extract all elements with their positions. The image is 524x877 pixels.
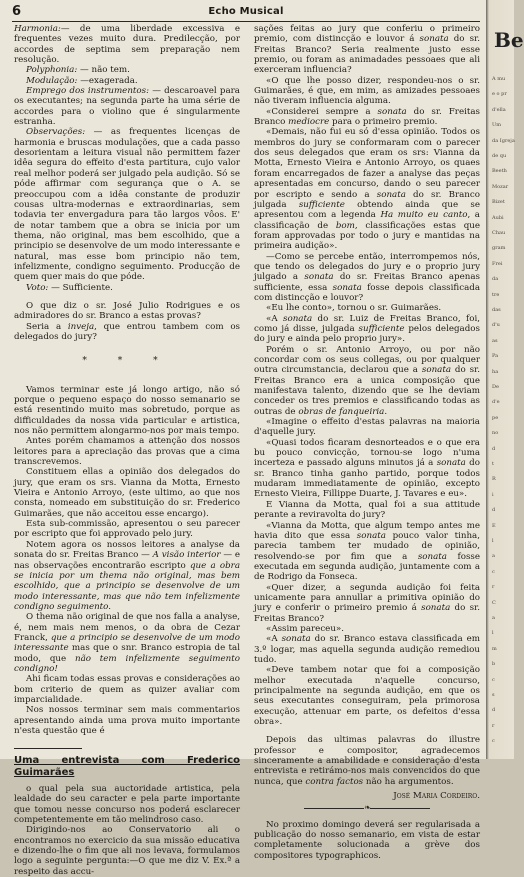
edge-text-fragment: t [492, 461, 495, 467]
edge-text-fragment: i [492, 491, 494, 498]
paragraph: Notem agora os nossos leitores a analyse da sonata do sr. Freitas Branco — A visão interior — e nas observações encontrarão escripto que a obra se inicia por um thema não original, mas bem escolhido, que a principio se desenvolve de um modo interessante, mas que não tem infelizmente condigno seguimento. [14, 539, 240, 612]
edge-text-fragment: De [492, 384, 499, 390]
paragraph: O thema não original de que nos falla a analyse, é, nem mais nem menos, o da obra de Cezar Franck, que a principio se desenvolve de um modo interessante mas que o snr. Branco estropia de tal modo, que não tem infelizmente seguimento condigno! [14, 612, 241, 674]
section-heading [14, 748, 240, 778]
paragraph: Modulação: —exagerada. [26, 75, 138, 86]
edge-text-fragment: pe [492, 414, 499, 421]
edge-text-fragment: das [492, 307, 501, 313]
page-number: 6 [12, 4, 22, 19]
edge-text-fragment: d [492, 445, 496, 452]
edge-text-fragment: l [492, 538, 494, 544]
paragraph: «Considerei sempre a sonata do sr. Freitas Branco mediocre para o primeiro premio. [254, 106, 480, 128]
section-heading-text: Uma entrevista com Frederico Guimarães [14, 755, 240, 778]
paragraph: O que diz o sr. José Julio Rodrigues e os admiradores do sr. Branco a estas provas? [14, 300, 240, 322]
paragraph: Seria a inveja, que entrou tambem com os delegados do jury? [14, 321, 241, 342]
paragraph: Esta sub-commissão, apresentou o seu parecer por escripto que foi approvado pelo jury. [14, 519, 240, 540]
edge-text-fragment: Um [492, 122, 501, 129]
edge-text-fragment: Pa [492, 353, 499, 360]
edge-text-fragment: r [492, 584, 495, 591]
paragraph: o qual pela sua auctoridade artistica, pela lealdade do seu caracter e pela parte importante que tomou nesse concurso nos poderá esclarecer competentemente em tão melindroso caso. [14, 784, 240, 826]
paragraph: Polyphonia: — não tem. [26, 65, 130, 76]
paragraph: «Quasi todos ficaram desnorteados e o que era bu pouco convicção, tornou-se logo n'uma incerteza e passado alguns minutos já a sonata do sr. Branco tinha ganho partido, porque todos mudaram immediatamente de opinião, excepto Ernesto Vieira, Fillippe Duarte, J. Tavares e eu». [254, 437, 480, 500]
paragraph: «Deve tambem notar que foi a composição melhor executada n'aquelle concurso, principalmente na segunda audição, em que os seus executantes conseguiram, pela primorosa execução, attenuar em parte, os defeitos d'essa obra». [254, 665, 480, 728]
edge-text-fragment: da [492, 276, 499, 283]
paragraph: Emprego dos instrumentos: — descaroavel para os executantes; na segunda parte ha uma série de accordes para o violino que é singularmente estranha. [14, 86, 240, 128]
edge-text-fragment: d'u [492, 322, 500, 329]
paragraph: «Quer dizer, a segunda audição foi feita unicamente para annullar a primitiva opinião do jury e conferir o primeiro premio á sonata do sr. Freitas Branco? [254, 582, 481, 624]
heading-rule [14, 748, 82, 749]
edge-text-fragment: as [492, 337, 498, 344]
paragraph: —Como se percebe então, interrompemos nós, que tendo os delegados do jury e o proprio jury julgado a sonata do sr. Freitas Branco apenas sufficiente, essa sonata fosse depois classificada com distincção e louvor? [254, 251, 480, 303]
edge-text-fragment: no [492, 430, 499, 437]
edge-text-fragment: m [492, 645, 497, 652]
paragraph: E Vianna da Motta, qual foi a sua attitude perante a reviravolta do jury? [254, 499, 480, 521]
adjacent-page-edge [486, 0, 524, 759]
edge-text-fragment: Bizet [492, 199, 505, 206]
edge-text-fragment: c [492, 568, 495, 575]
edge-text-fragment: b [492, 661, 496, 668]
edge-text-fragment: Aubi [492, 214, 504, 221]
paragraph: Antes porém chamamos a attenção dos nossos leitores para a apreciação das provas que a cima transcrevemos. [14, 436, 240, 468]
paragraph: sações feitas ao jury que conferiu o primeiro premio, com distincção e louvor á sonata do sr. Freitas Branco? Seria realmente justo esse premio, ou foram as animadades pessoaes que ali exerceram influencia? [254, 24, 481, 76]
edge-text-fragment: d'ella [492, 106, 506, 113]
paragraph: Dirigindo-nos ao Conservatorio ali o encontramos no exercicio da sua missão educativa e dizendo-lhe o fim que ali nos levava, formulamos logo a seguinte pergunta:—O que me diz V. Ex.ª a respeito das accu- [14, 825, 240, 877]
section-break-asterisks: * * * [82, 356, 172, 367]
paragraph: Harmonia:— de uma liberdade excessiva e frequentes vezes muito dura. Predilecção, por accordes de septima sem preparação nem resolução. [14, 24, 240, 66]
adjacent-page-heading-fragment: Be [494, 28, 524, 52]
author-signature: José Maria Cordeiro. [393, 791, 480, 802]
edge-text-fragment: de qu [492, 153, 507, 159]
paragraph: Observações: — as frequentes licenças de harmonia e bruscas modulações, que a cada passo desorientam a leitura visual não permittem fazer idêa segura do effeito d'esta partitura, cujo valor real melhor poderá ser julgado pela audição. Só se póde affirmar com segurança que o A. se preoccupou com a idêa constante de produzir cousas ultra-modernas e extraordinarias, sem todavia ter envergadura para tão largos vôos. E' de notar tambem que a obra se inicia por um thema, não original, mas bem escolhido, que a principio se desenvolve de um modo interessante e natural, mas esse bom principio não tem, infelizmente, condigno seguimento. Producção de quem quer mais do que póde. [14, 127, 240, 283]
edge-text-fragment: Chau [492, 230, 506, 236]
paragraph: «Imagine o effeito d'estas palavras na maioria d'aquelle jury. [254, 417, 480, 438]
paragraph: Depois das ultimas palavras do illustre professor e compositor, agradecemos sinceramente a amabilidade e consideração d'esta entrevista e retirámo-nos mais convencidos do que nunca, que contra factos não ha argumentos. [254, 735, 480, 787]
paragraph: Vamos terminar este já longo artigo, não só porque o pequeno espaço do nosso semanario se está resentindo muito mas sobretudo, porque as difficuldades da nossa vida particular e artistica, nos não permittem alongarmo-nos por mais tempo. [14, 384, 240, 437]
edge-text-fragment: a [492, 615, 495, 621]
edge-text-fragment: a [492, 553, 495, 560]
left-column [14, 24, 241, 877]
paragraph: «Vianna da Motta, que algum tempo antes me havia dito que essa sonata pouco valor tinha, parecia tambem ter mudado de opinião, resolvendo-se por fim que a sonata fosse executada em segunda audição, juntamente com a de Rodrigo da Fonseca. [254, 520, 480, 583]
edge-text-fragment: C [492, 599, 496, 606]
paragraph: Ahi ficam todas essas provas e considerações ao bom criterio de quem as quizer avaliar com imparcialidade. [14, 674, 240, 705]
ornamental-divider: ❧ [254, 803, 480, 813]
paragraph: «Assim pareceu». [266, 623, 344, 634]
paragraph: No proximo domingo deverá ser regularisada a publicação do nosso semanario, em vista de estar completamente solucionada a grève dos compositores typographicos. [254, 819, 480, 861]
edge-text-fragment: E [492, 522, 496, 529]
publication-title: Echo Musical [208, 6, 284, 17]
paragraph: Voto: — Sufficiente. [26, 282, 113, 293]
paragraph: «A sonata do sr. Luiz de Freitas Branco, foi, como já disse, julgada sufficiente pelos delegados do jury e ainda pelo proprio jury». [254, 313, 480, 345]
paragraph: «O que lhe posso dizer, respondeu-nos o sr. Guimarães, é que, em mim, as amizades pessoaes não tiveram influencia alguma. [254, 75, 480, 107]
edge-text-fragment: gram [492, 245, 506, 252]
paragraph: Porém o sr. Antonio Arroyo, ou por não concordar com os seus collegas, ou por qualquer outra circumstancia, declarou que a sonata do sr. Freitas Branco era a unica composição que manifestava talento, dizendo que se lhe deviam conceder os tres premios e classificando todas as outras de obras de fanqueiria. [254, 344, 480, 417]
edge-text-fragment: c [492, 738, 495, 745]
right-column [254, 24, 481, 861]
edge-text-fragment: R [492, 476, 496, 483]
edge-text-fragment: s [492, 692, 495, 698]
paragraph: Nos nossos terminar sem mais commentarios apresentando ainda uma prova muito importante n'esta questão que é [14, 705, 240, 736]
paragraph: «Demais, não fui eu só d'essa opinião. Todos os membros do jury se conformaram com o parecer dos seus delegados que eram os srs: Vianna da Motta, Ernesto Vieira e Antonio Arroyo, os quaes foram encarregados de fazer a analyse das peças apresentadas em concurso, dando o seu parecer por escripto e sendo a sonata do sr. Branco julgada sufficiente obtendo ainda que se apresentou com a legenda Ha muito eu canto, a classificação de bom, classificações estas que foram approvadas por todo o jury e mantidas na primeira audição». [254, 127, 480, 252]
edge-text-fragment: l [492, 630, 494, 637]
edge-text-fragment: A mu [492, 76, 506, 82]
edge-text-fragment: tre [492, 291, 500, 298]
edge-text-fragment: e o pr [492, 91, 507, 98]
edge-text-fragment: da Igreja [492, 137, 515, 144]
edge-text-fragment: c [492, 676, 495, 683]
edge-text-fragment: r [492, 722, 495, 729]
paragraph: Constituem ellas a opinião dos delegados do jury, que eram os srs. Vianna da Motta, Ernesto Vieira e Antonio Arroyo, (este ultimo, ao que nos consta, nomeado em substituição do sr. Frederico Guimarães, que não acceitou esse encargo). [14, 467, 240, 519]
edge-text-fragment: ha [492, 368, 499, 375]
edge-text-fragment: Mozar [492, 183, 509, 190]
edge-text-fragment: d'e [492, 399, 500, 406]
edge-text-fragment: Beeth [492, 168, 507, 175]
edge-text-fragment: d [492, 507, 496, 514]
edge-text-fragment: Frei [492, 260, 503, 267]
paragraph: «Eu lhe conto», tornou o sr. Guimarães. [266, 303, 442, 314]
edge-text-fragment: d [492, 707, 496, 714]
paragraph: «A sonata do sr. Branco estava classificada em 3.º logar, mas aquella segunda audição remediou tudo. [254, 634, 480, 665]
page-header [12, 3, 480, 22]
